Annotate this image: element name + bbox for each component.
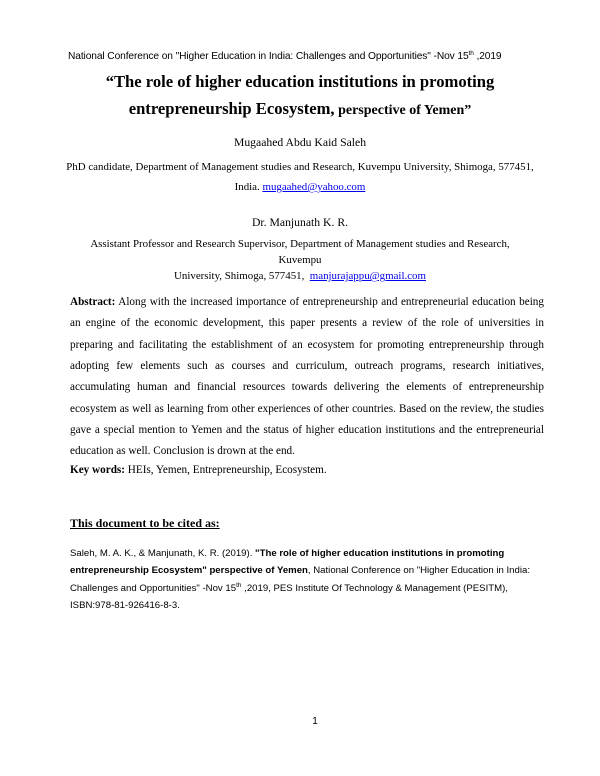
keywords	[70, 464, 544, 476]
title-line-2-sub: perspective of Yemen”	[334, 103, 472, 118]
author-1-name: Mugaahed Abdu Kaid Saleh	[233, 136, 367, 149]
author-1-affiliation-line-1: PhD candidate, Department of Management studies and Research, Kuvempu University, Shimoga, 577451,	[66, 161, 534, 173]
conference-name: National Conference on "Higher Education in India: Challenges and Opportunities" -Nov 15	[68, 51, 469, 62]
author-1-affiliation	[60, 157, 540, 197]
keywords-label: Key words:	[70, 464, 125, 476]
citation-authors: Saleh, M. A. K., & Manjunath, K. R. (2019).	[70, 548, 256, 559]
abstract	[70, 292, 544, 463]
citation-venue: , National Conference on "Higher Education in India: Challenges and Opportunities" -Nov 15	[70, 565, 530, 594]
title-line-1: “The role of higher education institutions in promoting	[105, 72, 495, 91]
title-line-2-main: entrepreneurship Ecosystem,	[128, 99, 335, 118]
author-2-email-link[interactable]: manjurajappu@gmail.com	[309, 270, 426, 282]
author-1-affiliation-line-2: India. mugaahed@yahoo.com	[234, 181, 366, 193]
citation-title: "The role of higher education institutions in promoting entrepreneurship Ecosystem" perspective of Yemen	[70, 548, 505, 577]
citation-date-superscript: th	[236, 581, 242, 589]
author-2-affiliation	[80, 236, 520, 284]
author-2-affiliation-line-2: University, Shimoga, 577451, manjurajappu@gmail.com	[174, 270, 426, 282]
citation-rest: ,2019, PES Institute Of Technology & Management (PESITM), ISBN:978-81-926416-8-3.	[70, 582, 508, 611]
conference-year: ,2019	[473, 51, 502, 62]
paper-title	[60, 68, 540, 124]
citation-heading: This document to be cited as:	[70, 516, 220, 530]
title-line-2	[60, 95, 540, 124]
abstract-label: Abstract:	[70, 296, 116, 308]
page-number: 1	[312, 716, 318, 727]
author-2-affiliation-line-1: Assistant Professor and Research Supervisor, Department of Management studies and Research, Kuvempu	[90, 238, 510, 266]
citation-text	[70, 545, 546, 614]
author-1-email-link[interactable]: mugaahed@yahoo.com	[262, 181, 366, 193]
abstract-text: Along with the increased importance of entrepreneurship and entrepreneurial education being an engine of the economic development, this paper presents a review of the role of universities in preparing and facilitating the establishment of an ecosystem for promoting entrepreneurship through adopting few elements such as courses and curriculum, outreach programs, research initiatives, accumulating human and financial resources towards delivering the elements of entrepreneurship ecosystem as well as learning from other experiences of other countries. Based on the review, the studies gave a special mention to Yemen and the status of higher education institutions and the entrepreneurial education as well. Conclusion is drown at the end.	[70, 296, 544, 458]
author-2-name: Dr. Manjunath K. R.	[251, 216, 349, 229]
keywords-text: HEIs, Yemen, Entrepreneurship, Ecosystem.	[125, 464, 327, 476]
running-header	[68, 51, 548, 62]
date-superscript: th	[468, 50, 474, 57]
